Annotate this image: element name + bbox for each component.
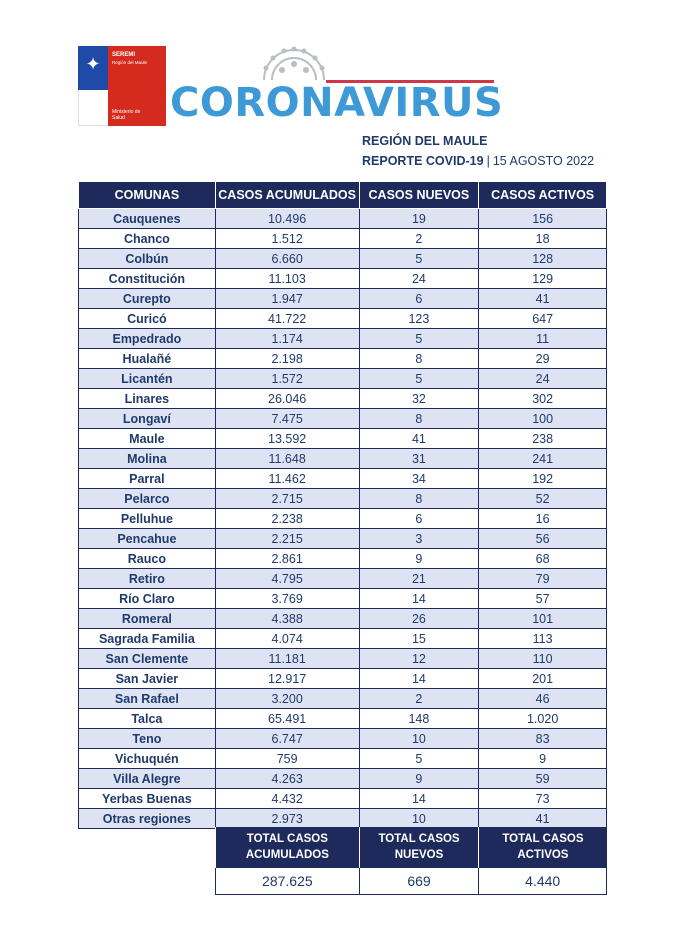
table-row — [79, 389, 607, 409]
activos-cell: 52 — [479, 489, 607, 509]
nuevos-cell: 15 — [359, 629, 479, 649]
comuna-cell: Molina — [79, 449, 216, 469]
nuevos-cell: 21 — [359, 569, 479, 589]
comuna-cell: Teno — [79, 729, 216, 749]
nuevos-cell: 9 — [359, 549, 479, 569]
acumulados-cell: 6.747 — [215, 729, 359, 749]
nuevos-cell: 3 — [359, 529, 479, 549]
nuevos-cell: 14 — [359, 589, 479, 609]
table-row — [79, 489, 607, 509]
nuevos-cell: 2 — [359, 689, 479, 709]
acumulados-cell: 759 — [215, 749, 359, 769]
table-row — [79, 809, 607, 829]
table-row — [79, 629, 607, 649]
comuna-cell: Pencahue — [79, 529, 216, 549]
comuna-cell: Retiro — [79, 569, 216, 589]
nuevos-cell: 148 — [359, 709, 479, 729]
acumulados-cell: 7.475 — [215, 409, 359, 429]
report-date: 15 AGOSTO 2022 — [492, 154, 595, 168]
nuevos-cell: 123 — [359, 309, 479, 329]
total-activos-label: TOTAL CASOS ACTIVOS — [479, 827, 607, 867]
nuevos-cell: 19 — [359, 209, 479, 229]
acumulados-cell: 3.769 — [215, 589, 359, 609]
comuna-cell: Villa Alegre — [79, 769, 216, 789]
activos-cell: 129 — [479, 269, 607, 289]
nuevos-cell: 5 — [359, 369, 479, 389]
acumulados-cell: 3.200 — [215, 689, 359, 709]
nuevos-cell: 14 — [359, 669, 479, 689]
table-row — [79, 449, 607, 469]
comuna-cell: San Rafael — [79, 689, 216, 709]
activos-cell: 101 — [479, 609, 607, 629]
logo-seremi-text: SEREMI — [112, 52, 136, 58]
nuevos-cell: 10 — [359, 729, 479, 749]
acumulados-cell: 1.947 — [215, 289, 359, 309]
activos-cell: 41 — [479, 289, 607, 309]
comuna-cell: Maule — [79, 429, 216, 449]
comuna-cell: Sagrada Familia — [79, 629, 216, 649]
acumulados-cell: 41.722 — [215, 309, 359, 329]
activos-cell: 9 — [479, 749, 607, 769]
comuna-cell: Romeral — [79, 609, 216, 629]
activos-cell: 302 — [479, 389, 607, 409]
comuna-cell: Pelarco — [79, 489, 216, 509]
nuevos-cell: 5 — [359, 249, 479, 269]
logo-white-block — [78, 90, 108, 126]
nuevos-cell: 8 — [359, 349, 479, 369]
activos-cell: 238 — [479, 429, 607, 449]
table-row — [79, 529, 607, 549]
nuevos-cell: 31 — [359, 449, 479, 469]
comuna-cell: San Clemente — [79, 649, 216, 669]
report-line — [362, 154, 594, 168]
activos-cell: 241 — [479, 449, 607, 469]
total-nuevos-value: 669 — [359, 867, 479, 894]
table-row — [79, 669, 607, 689]
acumulados-cell: 4.795 — [215, 569, 359, 589]
nuevos-cell: 41 — [359, 429, 479, 449]
table-row — [79, 249, 607, 269]
report-separator: | — [486, 154, 490, 168]
table-row — [79, 729, 607, 749]
logo-ministry-text: Ministerio de Salud — [112, 109, 141, 121]
total-acumulados-label: TOTAL CASOS ACUMULADOS — [216, 827, 360, 867]
nuevos-cell: 9 — [359, 769, 479, 789]
comuna-cell: Longaví — [79, 409, 216, 429]
activos-cell: 46 — [479, 689, 607, 709]
activos-cell: 156 — [479, 209, 607, 229]
total-activos-value: 4.440 — [479, 867, 607, 894]
column-header-nuevos: CASOS NUEVOS — [359, 182, 479, 209]
column-header-comunas: COMUNAS — [79, 182, 216, 209]
nuevos-cell: 6 — [359, 509, 479, 529]
table-row — [79, 349, 607, 369]
virus-icon — [258, 46, 330, 82]
acumulados-cell: 1.572 — [215, 369, 359, 389]
nuevos-cell: 12 — [359, 649, 479, 669]
activos-cell: 16 — [479, 509, 607, 529]
acumulados-cell: 2.715 — [215, 489, 359, 509]
seremi-logo — [78, 46, 166, 126]
nuevos-cell: 24 — [359, 269, 479, 289]
table-body — [79, 209, 607, 829]
nuevos-cell: 5 — [359, 749, 479, 769]
table-row — [79, 569, 607, 589]
activos-cell: 110 — [479, 649, 607, 669]
table-row — [79, 649, 607, 669]
acumulados-cell: 65.491 — [215, 709, 359, 729]
comuna-cell: Curepto — [79, 289, 216, 309]
acumulados-cell: 2.215 — [215, 529, 359, 549]
comuna-cell: Otras regiones — [79, 809, 216, 829]
comuna-cell: Pelluhue — [79, 509, 216, 529]
table-row — [79, 709, 607, 729]
report-label: REPORTE COVID-19 — [362, 154, 484, 168]
comuna-cell: Hualañé — [79, 349, 216, 369]
total-nuevos-label: TOTAL CASOS NUEVOS — [359, 827, 479, 867]
acumulados-cell: 11.181 — [215, 649, 359, 669]
nuevos-cell: 10 — [359, 809, 479, 829]
nuevos-cell: 2 — [359, 229, 479, 249]
activos-cell: 192 — [479, 469, 607, 489]
activos-cell: 647 — [479, 309, 607, 329]
activos-cell: 68 — [479, 549, 607, 569]
comuna-cell: Yerbas Buenas — [79, 789, 216, 809]
table-row — [79, 429, 607, 449]
acumulados-cell: 2.198 — [215, 349, 359, 369]
page-title: CORONAVIRUS — [170, 80, 504, 126]
activos-cell: 59 — [479, 769, 607, 789]
nuevos-cell: 26 — [359, 609, 479, 629]
acumulados-cell: 1.512 — [215, 229, 359, 249]
comuna-cell: Parral — [79, 469, 216, 489]
total-acumulados-value: 287.625 — [216, 867, 360, 894]
table-row — [79, 369, 607, 389]
activos-cell: 73 — [479, 789, 607, 809]
acumulados-cell: 4.263 — [215, 769, 359, 789]
column-header-activos: CASOS ACTIVOS — [479, 182, 607, 209]
table-row — [79, 329, 607, 349]
activos-cell: 100 — [479, 409, 607, 429]
activos-cell: 24 — [479, 369, 607, 389]
activos-cell: 29 — [479, 349, 607, 369]
activos-cell: 57 — [479, 589, 607, 609]
totals-table — [215, 827, 607, 895]
table-header-row — [79, 182, 607, 209]
acumulados-cell: 2.861 — [215, 549, 359, 569]
acumulados-cell: 1.174 — [215, 329, 359, 349]
nuevos-cell: 34 — [359, 469, 479, 489]
acumulados-cell: 12.917 — [215, 669, 359, 689]
nuevos-cell: 8 — [359, 489, 479, 509]
nuevos-cell: 32 — [359, 389, 479, 409]
comuna-cell: Empedrado — [79, 329, 216, 349]
comuna-cell: Rauco — [79, 549, 216, 569]
acumulados-cell: 11.648 — [215, 449, 359, 469]
nuevos-cell: 6 — [359, 289, 479, 309]
acumulados-cell: 4.388 — [215, 609, 359, 629]
activos-cell: 1.020 — [479, 709, 607, 729]
comuna-cell: Colbún — [79, 249, 216, 269]
comuna-cell: Vichuquén — [79, 749, 216, 769]
table-row — [79, 769, 607, 789]
table-row — [79, 609, 607, 629]
table-row — [79, 229, 607, 249]
nuevos-cell: 5 — [359, 329, 479, 349]
table-row — [79, 789, 607, 809]
acumulados-cell: 4.432 — [215, 789, 359, 809]
chile-crest-icon: ✦ — [85, 54, 101, 74]
nuevos-cell: 8 — [359, 409, 479, 429]
acumulados-cell: 6.660 — [215, 249, 359, 269]
acumulados-cell: 11.103 — [215, 269, 359, 289]
acumulados-cell: 11.462 — [215, 469, 359, 489]
comuna-cell: Chanco — [79, 229, 216, 249]
acumulados-cell: 26.046 — [215, 389, 359, 409]
comuna-cell: Talca — [79, 709, 216, 729]
activos-cell: 201 — [479, 669, 607, 689]
region-label: REGIÓN DEL MAULE — [362, 134, 488, 148]
acumulados-cell: 2.238 — [215, 509, 359, 529]
table-row — [79, 749, 607, 769]
comuna-cell: Constitución — [79, 269, 216, 289]
comuna-cell: San Javier — [79, 669, 216, 689]
table-row — [79, 309, 607, 329]
table-row — [79, 289, 607, 309]
activos-cell: 56 — [479, 529, 607, 549]
column-header-acumulados: CASOS ACUMULADOS — [215, 182, 359, 209]
activos-cell: 83 — [479, 729, 607, 749]
acumulados-cell: 2.973 — [215, 809, 359, 829]
activos-cell: 18 — [479, 229, 607, 249]
activos-cell: 41 — [479, 809, 607, 829]
activos-cell: 113 — [479, 629, 607, 649]
table-row — [79, 689, 607, 709]
table-row — [79, 269, 607, 289]
table-row — [79, 469, 607, 489]
activos-cell: 11 — [479, 329, 607, 349]
logo-region-text: Región del Maule — [112, 60, 148, 65]
comuna-cell: Río Claro — [79, 589, 216, 609]
totals-header-row — [216, 827, 607, 867]
activos-cell: 128 — [479, 249, 607, 269]
table-row — [79, 509, 607, 529]
table-row — [79, 209, 607, 229]
comuna-cell: Cauquenes — [79, 209, 216, 229]
activos-cell: 79 — [479, 569, 607, 589]
comuna-cell: Licantén — [79, 369, 216, 389]
nuevos-cell: 14 — [359, 789, 479, 809]
covid-cases-table — [78, 181, 607, 829]
acumulados-cell: 13.592 — [215, 429, 359, 449]
table-row — [79, 549, 607, 569]
table-row — [79, 589, 607, 609]
comuna-cell: Linares — [79, 389, 216, 409]
acumulados-cell: 4.074 — [215, 629, 359, 649]
table-row — [79, 409, 607, 429]
comuna-cell: Curicó — [79, 309, 216, 329]
acumulados-cell: 10.496 — [215, 209, 359, 229]
totals-value-row — [216, 867, 607, 894]
